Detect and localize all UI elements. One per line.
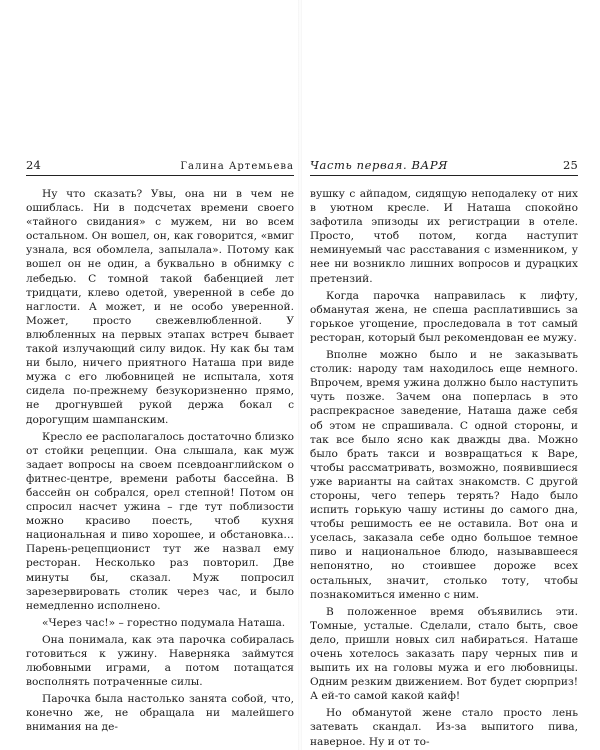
paragraph: Вполне можно было и не заказывать столик: народу там находилось еще немного. Впрочем, время ужина должно было наступить чуть позже. Зачем она поперлась в это распрекрасное заведение, Наташа даже себя об этом не спрашивала. С одной стороны, и так все было ясно как дважды два. Можно было брать такси и возвращаться к Варе, чтобы рассматривать, возможно, появившиеся уже варианты на сайтах знакомств. С другой стороны, чего теперь терять? Надо было испить горькую чашу истины до самого дна, чтобы решимость ее не оставила. Вот она и уселась, заказала себе одно большое темное пиво и национальное блюдо, называвшееся непонятно, но стоившее дороже всех остальных, значит, столько тоту, чтобы познакомиться именно с ним. — [310, 349, 578, 601]
right-page-number: 25 — [562, 158, 578, 172]
paragraph: Но обманутой жене стало просто лень затевать скандал. Из-за выпитого пива, наверное. Ну и от то- — [310, 707, 578, 748]
right-page-text — [310, 187, 578, 749]
paragraph: «Через час!» – горестно подумала Наташа. — [42, 616, 286, 629]
left-page-header — [26, 158, 294, 176]
paragraph: Кресло ее располагалось достаточно близко от стойки рецепции. Она слышала, как муж задает вопросы на своем псевдоанглийском о фитнес-центре, времени работы бассейна. В бассейн он собрался, орел степной! Потом он спросил насчет ужина – где тут поблизости можно красиво поесть, чтоб кухня национальная и пиво хорошее, и обстановка… Парень-рецепционист тут же назвал ему ресторан. Несколько раз повторил. Две минуты бы, сказал. Муж попросил зарезервировать столик через час, и было немедленно исполнено. — [26, 430, 294, 612]
paragraph: Когда парочка направилась к лифту, обманутая жена, не спеша расплатившись за горькое угощение, проследовала в тот самый ресторан, который был рекомендован ее мужу. — [310, 289, 578, 344]
paragraph: В положенное время объявились эти. Томные, усталые. Сделали, стало быть, свое дело, пришли новых сил набираться. Наташе очень хотелось заказать пару черных пив и выпить их на головы мужа и его любовницы. Одним резким движением. Вот будет сюрприз! А ей-то самой какой кайф! — [310, 605, 578, 703]
paragraph: Парочка была настолько занята собой, что, конечно же, не обращала ни малейшего внимания на де- — [26, 693, 294, 734]
paragraph: вушку с айпадом, сидящую неподалеку от них в уютном кресле. И Наташа спокойно зафотила эпизоды их регистрации в отеле. Просто, чтоб потом, когда наступит неминуемый час расставания с изменником, у нее ни возникло лишних вопросов и дурацких претензий. — [310, 188, 578, 285]
left-page-number: 24 — [26, 158, 42, 172]
left-page — [26, 158, 294, 735]
right-page — [310, 158, 578, 749]
left-page-text — [26, 187, 294, 735]
book-gutter — [298, 0, 302, 750]
paragraph: Она понимала, как эта парочка собиралась готовиться к ужину. Наверняка займутся любовными играми, а потом потащатся восполнять потраченные силы. — [26, 633, 294, 689]
right-page-header — [310, 158, 578, 176]
right-running-head: Часть первая. ВАРЯ — [310, 158, 449, 172]
paragraph: Ну что сказать? Увы, она ни в чем не ошиблась. Ни в подсчетах времени своего «тайного свидания» с мужем, ни во всем остальном. Он вошел, он, как говорится, «вмиг узнала, вся обомлела, запылала». Потому как вошел он не один, а буквально в обнимку с лебедью. С томной такой бабенцией лет тридцати, клево одетой, уверенной в себе до наглости. А может, и не особо уверенной. Может, просто свежевлюбленной. У влюбленных на первых этапах встреч бывает такой излучающий силу видок. Ну как бы там ни было, ничего приятного Наташа при виде мужа с его любовницей не испытала, хотя сидела по-прежнему безукоризненно прямо, не дрогнувшей рукой держа бокал с дорогущим шампанским. — [26, 188, 294, 426]
left-running-head: Галина Артемьева — [180, 161, 294, 172]
